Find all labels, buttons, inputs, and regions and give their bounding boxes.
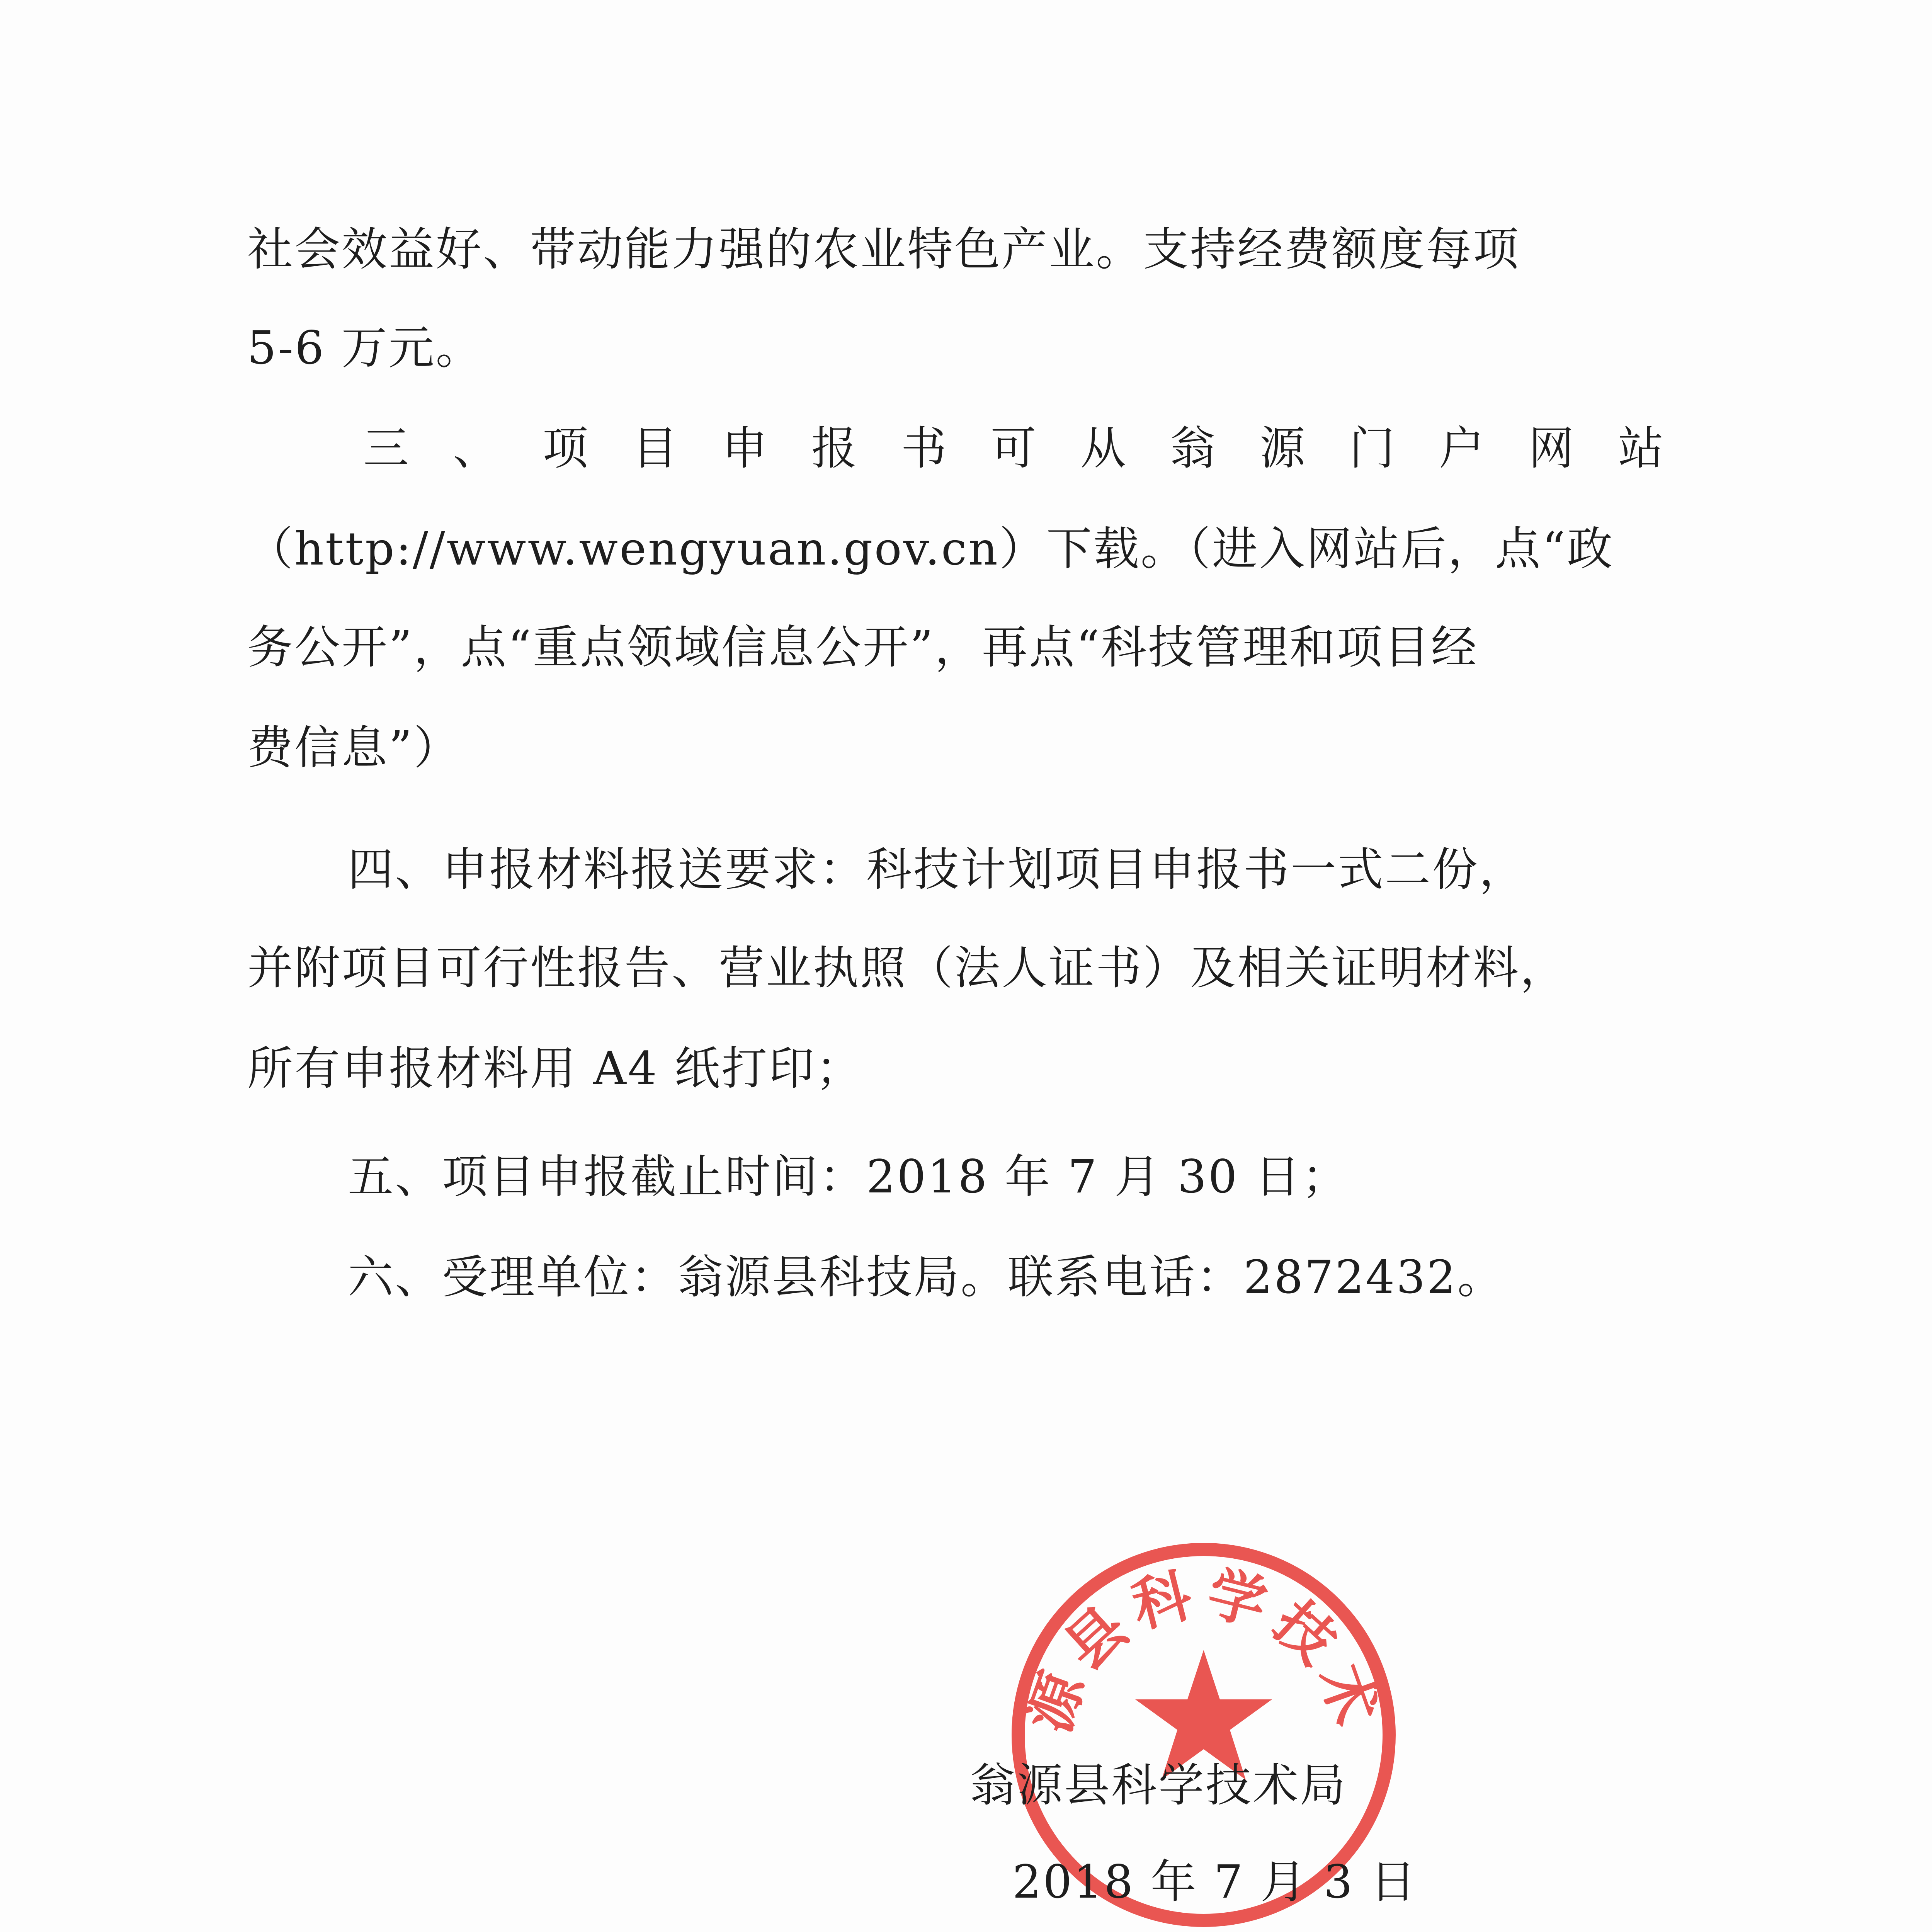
- text-line-5: 务公开”，点“重点领域信息公开”，再点“科技管理和项目经: [247, 621, 1478, 674]
- text-line-3-char: 项: [542, 422, 590, 475]
- text-line-7: 四、申报材料报送要求：科技计划项目申报书一式二份，: [348, 843, 1527, 896]
- text-line-3-char: 报: [811, 422, 859, 475]
- text-line-3-char: 源: [1259, 422, 1307, 475]
- text-line-3-char: 网: [1528, 422, 1576, 475]
- text-line-8: 并附项目可行性报告、营业执照（法人证书）及相关证明材料，: [247, 941, 1568, 995]
- text-line-3-char: 、: [452, 422, 500, 475]
- text-line-3-char: 门: [1349, 422, 1396, 475]
- text-line-3-char: 户: [1439, 422, 1486, 475]
- signature-date: 2018 年 7 月 3 日: [1012, 1855, 1417, 1908]
- text-line-3-char: 申: [721, 422, 769, 475]
- text-line-3-char: 书: [901, 422, 948, 475]
- text-line-3: [363, 419, 1665, 477]
- text-line-3-char: 站: [1618, 422, 1665, 475]
- text-line-1: 社会效益好、带动能力强的农业特色产业。支持经费额度每项: [247, 223, 1520, 276]
- svg-text:翁源县科学技术局: 源县科学技术: [1014, 1558, 1393, 1741]
- text-line-3-char: 目: [632, 422, 679, 475]
- signature-organization: 翁源县科学技术局: [970, 1759, 1347, 1812]
- text-line-2: 5-6 万元。: [247, 321, 483, 374]
- text-line-4: （http://www.wengyuan.gov.cn）下载。（进入网站后，点“政: [247, 522, 1614, 575]
- text-line-10: 五、项目申报截止时间：2018 年 7 月 30 日；: [348, 1150, 1349, 1203]
- text-line-3-char: 翁: [1170, 422, 1217, 475]
- text-line-3-char: 可: [990, 422, 1038, 475]
- text-line-3-char: 从: [1080, 422, 1128, 475]
- text-line-9: 所有申报材料用 A4 纸打印；: [247, 1042, 863, 1095]
- text-line-6: 费信息”）: [247, 721, 461, 774]
- text-line-3-char: 三: [363, 422, 411, 475]
- text-line-11: 六、受理单位：翁源县科技局。联系电话：2872432。: [348, 1250, 1505, 1304]
